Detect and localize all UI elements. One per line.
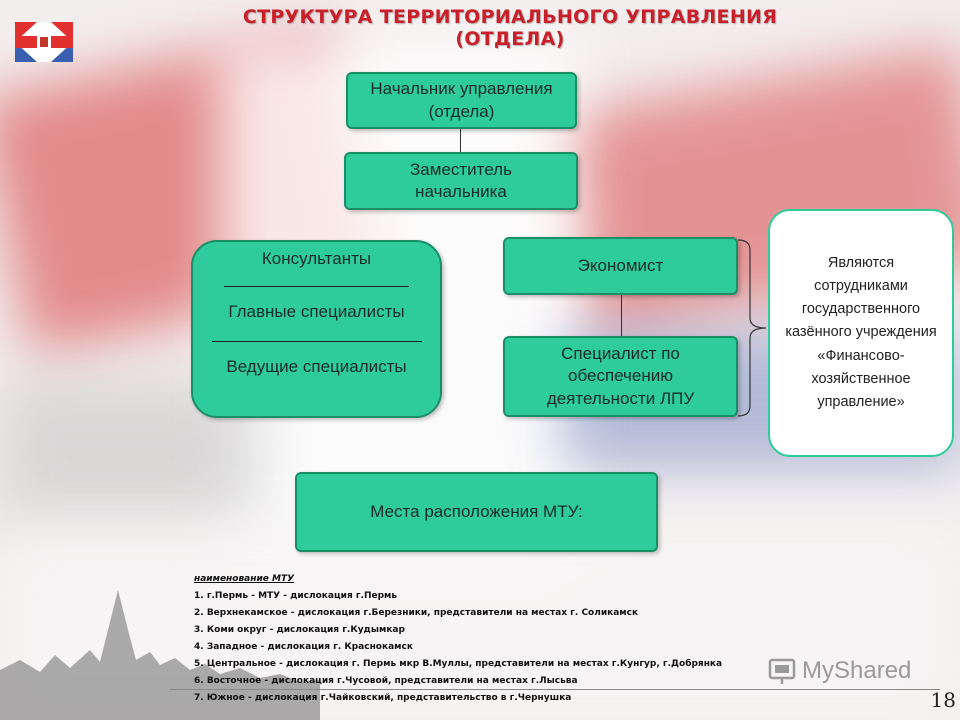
divider (224, 286, 409, 287)
list-item: 5. Центральное - дислокация г. Пермь мкр В.Муллы, представители на местах г.Кунгур, г.Добрянка (194, 659, 723, 669)
list-item: 2. Верхнекамское - дислокация г.Березники, представители на местах г. Соликамск (194, 608, 639, 618)
lead-specialists-label: Ведущие специалисты (226, 357, 407, 377)
list-item: 1. г.Пермь - МТУ - дислокация г.Пермь (194, 591, 398, 601)
economist-label: Экономист (577, 255, 664, 275)
deputy-head-label: Заместитель начальника (410, 159, 512, 201)
locations-box (295, 472, 658, 552)
staff-note-text: Являются сотрудниками государственного казённого учреждения «Финансово-хозяйственное управление» (785, 254, 937, 410)
consultants-label: Консультанты (261, 249, 372, 268)
head-of-department-label: Начальник управления (отдела) (370, 79, 553, 121)
staff-note-box (768, 209, 954, 457)
list-item: 7. Южное - дислокация г.Чайковский, представительство в г.Чернушка (194, 693, 572, 703)
watermark (768, 656, 911, 686)
head-of-department-box (346, 72, 577, 129)
list-item: 6. Восточное - дислокация г.Чусовой, представители на местах г.Лысьва (194, 676, 578, 686)
consultants-box (191, 240, 442, 418)
lpu-specialist-label: Специалист по обеспечению деятельности ЛПУ (546, 344, 695, 408)
list-item: 4. Западное - дислокация г. Краснокамск (194, 642, 413, 652)
page-number: 18 (930, 688, 956, 712)
flag-logo-icon (15, 22, 73, 62)
mtu-list (194, 571, 774, 707)
mtu-list-header: наименование МТУ (194, 574, 295, 584)
page-title: СТРУКТУРА ТЕРРИТОРИАЛЬНОГО УПРАВЛЕНИЯ (ОТДЕЛА) (242, 6, 778, 50)
watermark-text: MyShared (802, 657, 912, 684)
locations-label: Места расположения МТУ: (370, 501, 583, 521)
list-item: 3. Коми округ - дислокация г.Кудымкар (194, 625, 405, 635)
lpu-specialist-box (503, 336, 738, 417)
group-bracket (736, 238, 770, 418)
footer-divider (170, 689, 940, 690)
connector-economist-specialist (621, 294, 622, 336)
connector-head-deputy (460, 127, 461, 153)
deputy-head-box (344, 152, 578, 210)
economist-box (503, 237, 738, 295)
chief-specialists-label: Главные специалисты (228, 302, 405, 322)
divider (212, 341, 422, 342)
presentation-icon (768, 656, 798, 686)
